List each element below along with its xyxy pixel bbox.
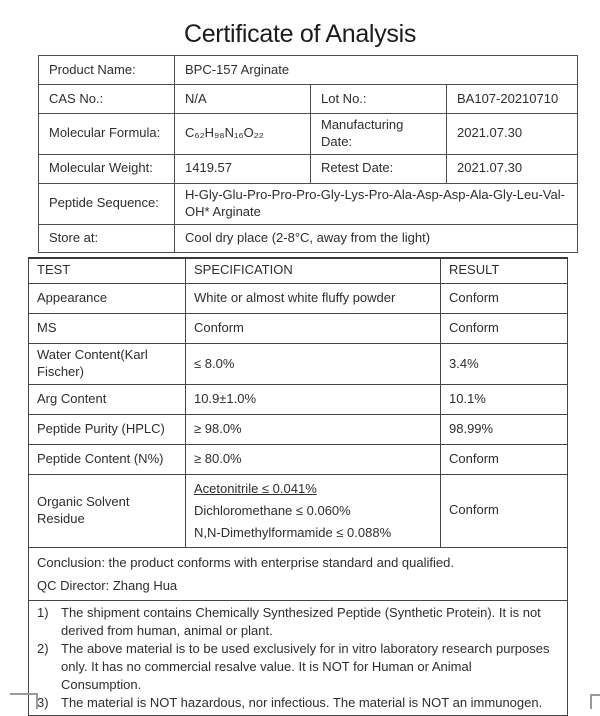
table-row <box>29 344 568 385</box>
sequence-label: Peptide Sequence: <box>39 183 175 224</box>
spec-line-acetonitrile: Acetonitrile ≤ 0.041% <box>194 480 317 496</box>
notes-row <box>29 600 568 715</box>
header-result: RESULT <box>441 258 568 284</box>
test-spec: ≤ 8.0% <box>186 344 441 385</box>
table-row <box>39 114 578 155</box>
test-name: Water Content(Karl Fischer) <box>29 344 186 385</box>
test-spec: Conform <box>186 314 441 344</box>
note-number: 1) <box>37 604 49 620</box>
mfg-date-value: 2021.07.30 <box>447 114 578 155</box>
test-result: 3.4% <box>441 344 568 385</box>
weight-value: 1419.57 <box>175 154 311 183</box>
retest-date-label: Retest Date: <box>311 154 447 183</box>
header-specification: SPECIFICATION <box>186 258 441 284</box>
table-row <box>29 314 568 344</box>
table-row <box>39 85 578 114</box>
product-name-value: BPC-157 Arginate <box>175 56 578 85</box>
note-number: 2) <box>37 640 49 656</box>
product-info-table <box>38 55 578 253</box>
test-spec: 10.9±1.0% <box>186 384 441 414</box>
page-title: Certificate of Analysis <box>183 20 417 48</box>
header-test: TEST <box>29 258 186 284</box>
cas-label: CAS No.: <box>39 85 175 114</box>
note-item <box>37 640 559 694</box>
test-spec: ≥ 98.0% <box>186 414 441 444</box>
store-at-value: Cool dry place (2-8°C, away from the light) <box>175 224 578 252</box>
note-number: 3) <box>37 694 49 710</box>
product-name-label: Product Name: <box>39 56 175 85</box>
test-spec: White or almost white fluffy powder <box>186 284 441 314</box>
test-name: Appearance <box>29 284 186 314</box>
retest-date-value: 2021.07.30 <box>447 154 578 183</box>
test-name: MS <box>29 314 186 344</box>
conclusion-row <box>29 547 568 600</box>
weight-label: Molecular Weight: <box>39 154 175 183</box>
table-header-row <box>29 258 568 284</box>
note-text: The shipment contains Chemically Synthesized Peptide (Synthetic Protein). It is not derived from human, animal or plant. <box>61 604 541 638</box>
test-name: Arg Content <box>29 384 186 414</box>
table-row <box>29 444 568 474</box>
note-text: The material is NOT hazardous, nor infectious. The material is NOT an immunogen. <box>61 694 543 710</box>
lot-value: BA107-20210710 <box>447 85 578 114</box>
sequence-value: H-Gly-Glu-Pro-Pro-Pro-Gly-Lys-Pro-Ala-Asp-Asp-Ala-Gly-Leu-Val-OH* Arginate <box>175 183 578 224</box>
note-item <box>37 694 559 712</box>
cas-value: N/A <box>175 85 311 114</box>
formula-label: Molecular Formula: <box>39 114 175 155</box>
spec-line-dimethylformamide: N,N-Dimethylformamide ≤ 0.088% <box>194 524 392 540</box>
lot-label: Lot No.: <box>311 85 447 114</box>
formula-value: C₆₂H₉₈N₁₆O₂₂ <box>175 114 311 155</box>
cropped-box-corner-left <box>10 693 38 709</box>
test-result: Conform <box>441 284 568 314</box>
table-row <box>29 474 568 547</box>
note-text: The above material is to be used exclusively for in vitro laboratory research purposes only. It has no commercial resalve value. It is NOT for Human or Animal Consumption. <box>61 640 550 692</box>
table-row <box>39 224 578 252</box>
test-name: Peptide Content (N%) <box>29 444 186 474</box>
note-item <box>37 604 559 640</box>
test-results-table <box>28 257 568 716</box>
table-row <box>39 56 578 85</box>
test-name: Organic Solvent Residue <box>29 474 186 547</box>
test-name: Peptide Purity (HPLC) <box>29 414 186 444</box>
store-at-label: Store at: <box>39 224 175 252</box>
test-result: 10.1% <box>441 384 568 414</box>
test-spec <box>186 474 441 547</box>
spec-line-dichloromethane: Dichloromethane ≤ 0.060% <box>194 502 351 518</box>
test-result: Conform <box>441 444 568 474</box>
cropped-box-corner-right <box>590 694 600 709</box>
table-row <box>39 154 578 183</box>
table-row <box>29 384 568 414</box>
test-result: Conform <box>441 314 568 344</box>
table-row <box>29 414 568 444</box>
conclusion-text: Conclusion: the product conforms with enterprise standard and qualified. <box>37 554 454 570</box>
test-spec: ≥ 80.0% <box>186 444 441 474</box>
test-result: 98.99% <box>441 414 568 444</box>
table-row <box>39 183 578 224</box>
qc-director-text: QC Director: Zhang Hua <box>37 577 178 593</box>
table-row <box>29 284 568 314</box>
mfg-date-label: Manufacturing Date: <box>311 114 447 155</box>
test-result: Conform <box>441 474 568 547</box>
